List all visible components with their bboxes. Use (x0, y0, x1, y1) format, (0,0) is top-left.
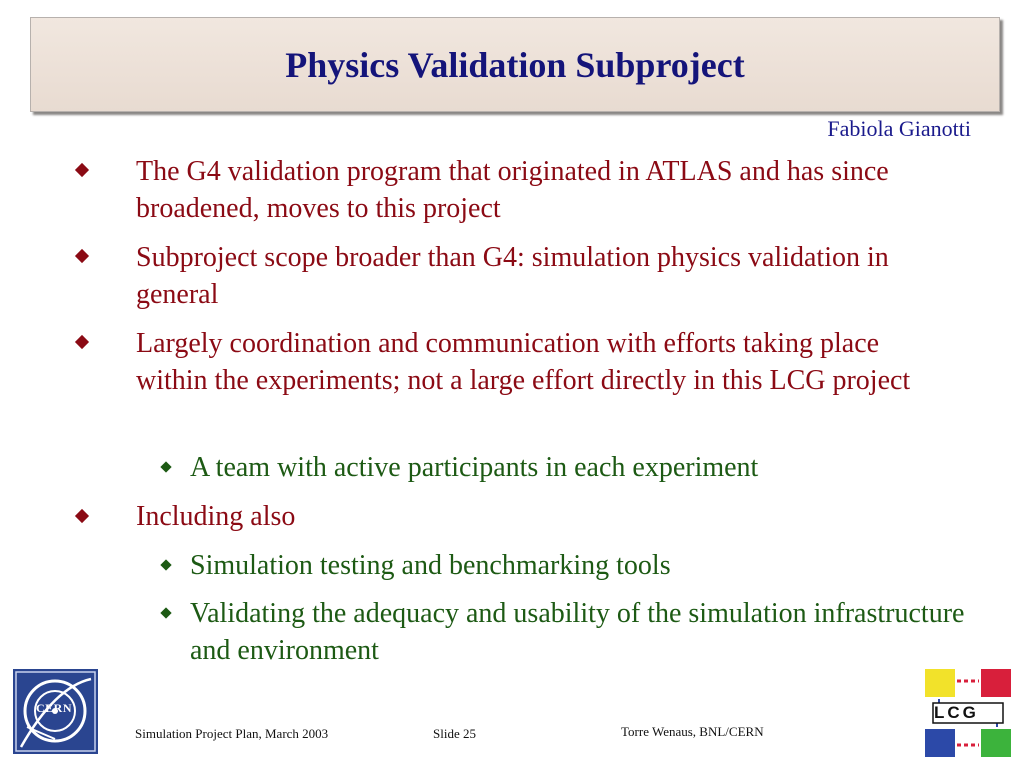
bullet-item: Subproject scope broader than G4: simulation physics validation in general (136, 242, 889, 310)
slide-title: Physics Validation Subproject (285, 44, 745, 85)
footer-slide-number: Slide 25 (433, 726, 476, 741)
diamond-bullet-icon (75, 163, 89, 177)
bullet-item: Including also (136, 501, 296, 532)
diamond-bullet-icon (75, 249, 89, 263)
footer-author: Torre Wenaus, BNL/CERN (621, 724, 764, 739)
title-bar (30, 17, 1000, 112)
bullet-item: Largely coordination and communication with efforts taking place within the experiments; not a large effort directly in this LCG project (136, 328, 911, 396)
lcg-logo-text: LCG (934, 703, 979, 722)
diamond-sub-bullet-icon (160, 559, 171, 570)
sub-bullet-item: Validating the adequacy and usability of the simulation infrastructure and environment (190, 598, 965, 666)
diamond-bullet-icon (75, 509, 89, 523)
bullet-item: The G4 validation program that originated in ATLAS and has since broadened, moves to this project (136, 156, 889, 224)
cern-logo-text: CERN (36, 701, 73, 715)
diamond-sub-bullet-icon (160, 607, 171, 618)
sub-bullet-item: A team with active participants in each experiment (190, 452, 759, 483)
sub-bullet-item: Simulation testing and benchmarking tools (190, 550, 671, 581)
author-name: Fabiola Gianotti (827, 116, 971, 141)
diamond-bullet-icon (75, 335, 89, 349)
diamond-sub-bullet-icon (160, 461, 171, 472)
footer-presentation: Simulation Project Plan, March 2003 (135, 726, 329, 741)
